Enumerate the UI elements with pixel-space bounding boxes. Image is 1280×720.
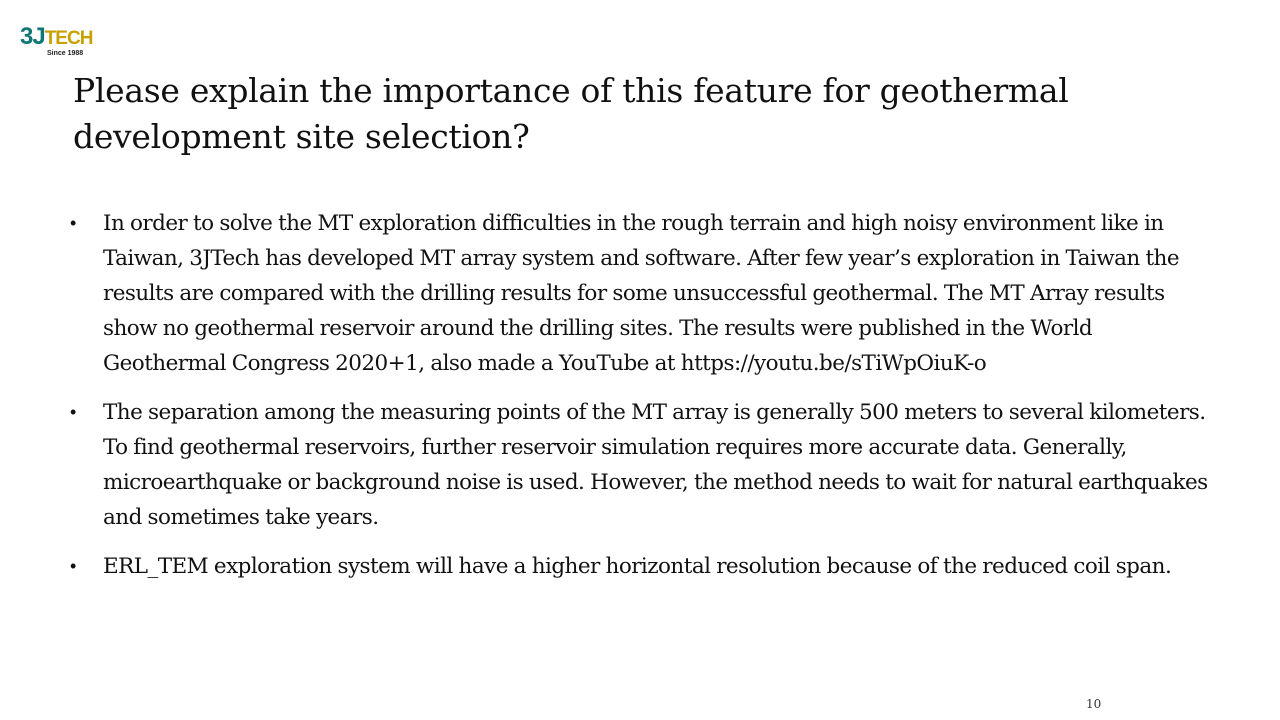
bullet-item — [70, 395, 1210, 535]
slide-title: Please explain the importance of this feature for geothermal development site selection? — [73, 71, 1069, 156]
bullet-text: The separation among the measuring points of the MT array is generally 500 meters to several kilometers. To find geothermal reservoirs, further reservoir simulation requires more accurate data. Generally, microearthquake or background noise is used. However, the method needs to wait for natural earthquakes and sometimes take years. — [103, 400, 1208, 530]
bullet-text: ERL_TEM exploration system will have a higher horizontal resolution because of the reduced coil span. — [103, 554, 1172, 579]
company-logo — [20, 24, 100, 64]
logo-brand-text: TECH — [44, 28, 93, 49]
bullet-marker-icon: • — [70, 402, 76, 422]
bullet-text: In order to solve the MT exploration difficulties in the rough terrain and high noisy environment like in Taiwan, 3JTech has developed MT array system and software. After few year’s exploration in Taiwan the results are compared with the drilling results for some unsuccessful geothermal. The MT Array results show no geothermal reservoir around the drilling sites. The results were published in the World Geothermal Congress 2020+1, also made a YouTube at https://youtu.be/sTiWpOiuK-o — [103, 211, 1180, 376]
bullet-item — [70, 549, 1210, 584]
bullet-marker-icon: • — [70, 556, 76, 576]
logo-wordmark — [20, 24, 92, 52]
bullet-marker-icon: • — [70, 213, 76, 233]
logo-brand-number: 3J — [20, 23, 45, 50]
bullet-list — [70, 206, 1210, 598]
page-number: 10 — [1086, 697, 1102, 711]
logo-tagline: Since 1988 — [47, 50, 84, 57]
bullet-item — [70, 206, 1210, 381]
